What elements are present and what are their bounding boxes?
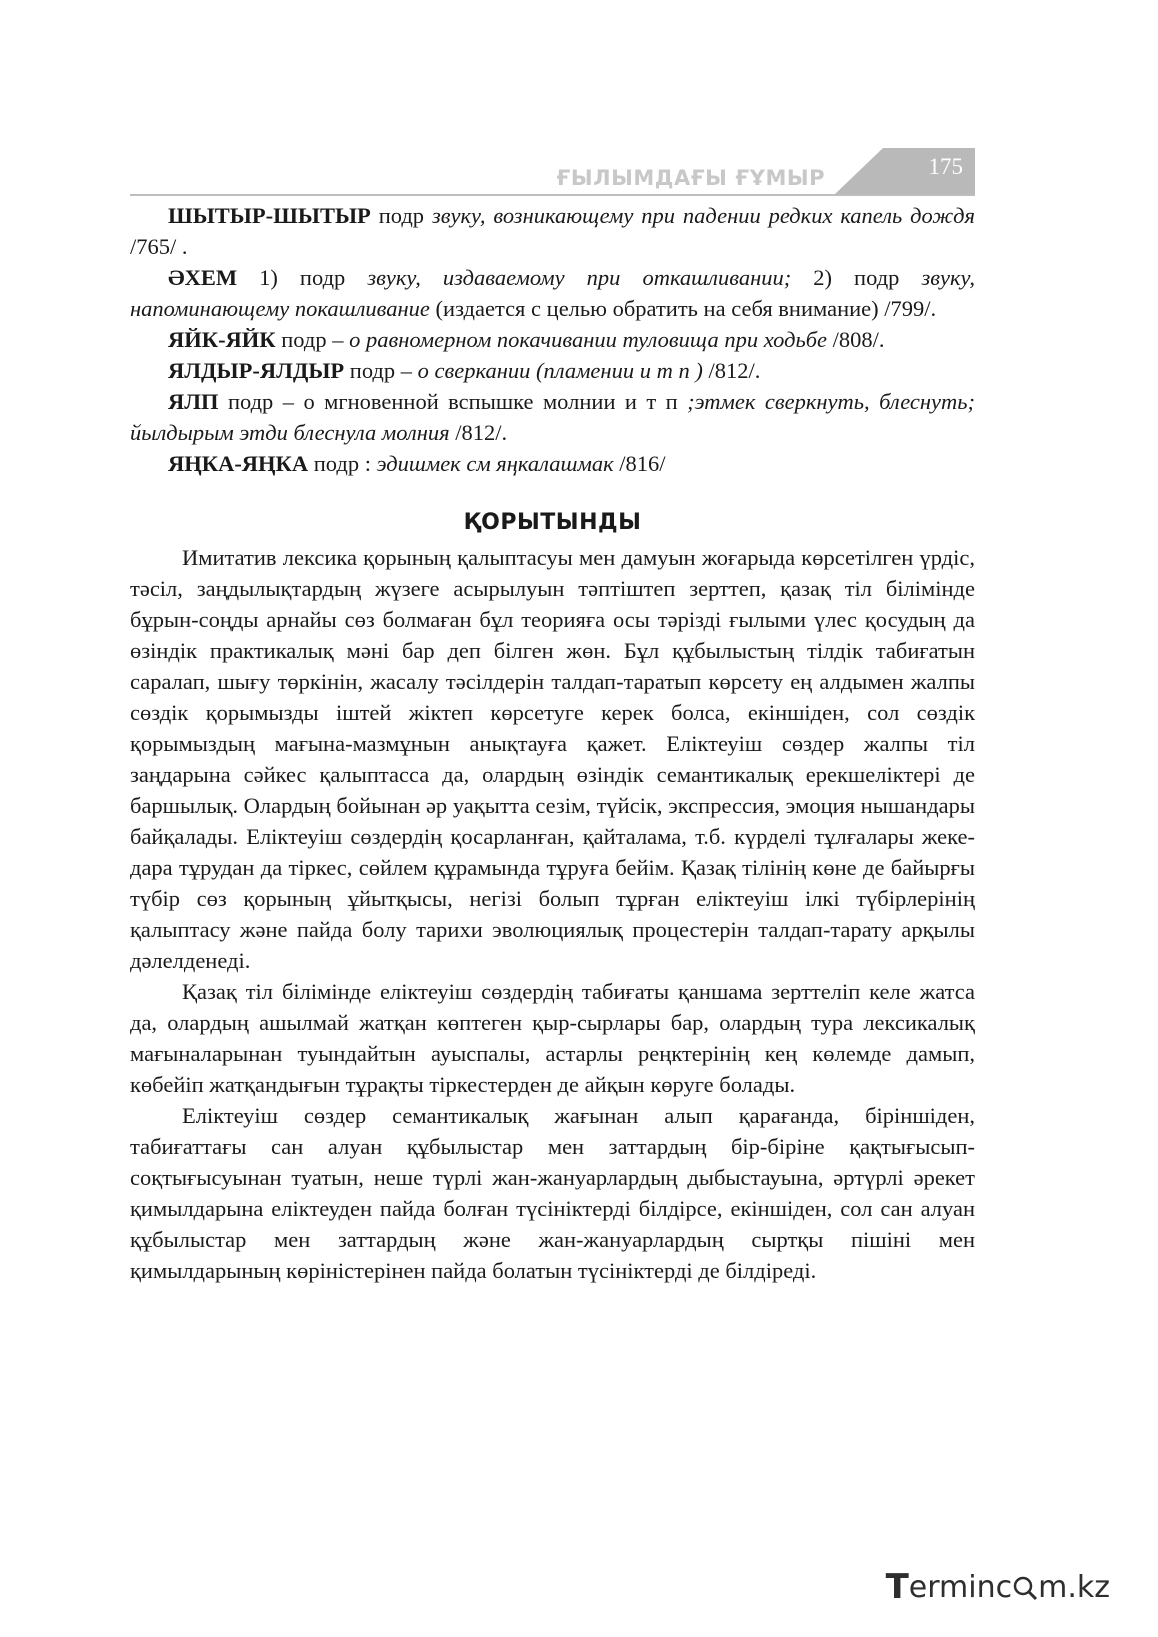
entry-grammar: подр	[218, 389, 283, 414]
site-watermark	[886, 1565, 1110, 1609]
entry-reference: /812/.	[708, 358, 761, 383]
entry-reference: /812/.	[455, 420, 508, 445]
entry-headword: ШЫТЫР-ШЫТЫР	[168, 203, 371, 228]
dictionary-entry	[130, 324, 975, 355]
entry-grammar: 1) подр	[237, 265, 368, 290]
entry-definition-plain: – о мгновенной вспышке молнии и т п	[282, 389, 688, 414]
entry-note: (издается с целью обратить на себя внимание) /799/.	[429, 296, 937, 321]
entry-grammar: подр	[275, 327, 333, 352]
header-rule	[130, 194, 975, 196]
running-title: ҒЫЛЫМДАҒЫ ҒҰМЫР	[556, 166, 825, 190]
section-heading: ҚОРЫТЫНДЫ	[463, 510, 642, 535]
magnifier-o-icon	[1012, 1572, 1038, 1602]
entry-reference: /816/	[619, 451, 666, 476]
page-content	[130, 200, 975, 1286]
entry-definition: звуку, напоминающему покашливание	[130, 265, 975, 321]
watermark-domain: m.kz	[1038, 1569, 1110, 1605]
page-number-tab	[835, 148, 975, 194]
entry-headword: ЯЛП	[168, 389, 219, 414]
dictionary-entry	[130, 262, 975, 324]
entry-headword: ӘХЕМ	[168, 265, 238, 290]
entry-grammar: подр	[344, 358, 401, 383]
body-paragraph: Қазақ тіл білімінде еліктеуіш сөздердің табиғаты қаншама зерттеліп келе жатса да, олардың ашылмай жатқан көптеген қыр-сырлары бар, олардың тура лексикалық мағыналарынан туындайтын ауыспалы, астарлы реңктерінің кең көлемде дамып, көбейіп жатқандығын тұрақты тіркестерден де айқын көруге болады.	[130, 979, 975, 1097]
dictionary-entry	[130, 200, 975, 262]
entry-headword: ЯҢКА-ЯҢКА	[168, 451, 309, 476]
entry-grammar: 2) подр	[791, 265, 922, 290]
entry-reference: /808/.	[827, 327, 885, 352]
dictionary-entry	[130, 355, 975, 386]
entry-definition: ;этмек сверкнуть, блеснуть; йылдырым этди блеснула молния	[130, 389, 975, 445]
dictionary-entry	[130, 386, 975, 448]
entry-grammar: подр :	[308, 451, 377, 476]
entry-headword: ЯЛДЫР-ЯЛДЫР	[168, 358, 345, 383]
body-paragraph: Имитатив лексика қорының қалыптасуы мен дамуын жоғарыда көрсетілген үрдіс, тәсіл, заңдылықтардың жүзеге асырылуын тәптіштеп зерттеп, қазақ тіл білімінде бұрын-соңды арнайы сөз болмаған бұл теорияға осы тәрізді ғылыми үлес қосудың да өзіндік практикалық мәні бар деп білген жөн. Бұл құбылыстың тілдік табиғатын саралап, шығу төркінін, жасалу тәсілдерін талдап-таратып көрсету ең алдымен жалпы сөздік қорымызды іштей жіктеп көрсетуге керек болса, екіншіден, сол сөздік қорымыздың мағына-мазмұнын анықтауға қажет. Еліктеуіш сөздер жалпы тіл заңдарына сәйкес қалыптасса да, олардың өзіндік семантикалық ерекшеліктері де баршылық. Олардың бойынан әр уақытта сезім, түйсік, экспрессия, эмоция нышандары байқалады. Еліктеуіш сөздердің қосарланған, қайталама, т.б. күрделі тұлғалары жеке-дара тұрудан да тіркес, сөйлем құрамында тұруға бейім. Қазақ тілінің көне де байырғы түбір сөз қорының ұйытқысы, негізі болып тұрған еліктеуіш ілкі түбірлерінің қалыптасу және пайда болу тарихи эволюциялық процестерін талдап-тарату арқылы дәлелденеді.	[130, 545, 975, 973]
dictionary-entry	[130, 448, 975, 479]
watermark-letter-t: T	[885, 1567, 909, 1607]
entry-grammar: подр	[370, 203, 432, 228]
body-paragraph: Еліктеуіш сөздер семантикалық жағынан алып қарағанда, біріншіден, табиғаттағы сан алуан құбылыстар мен заттардың бір-біріне қақтығысып-соқтығысуынан туатын, неше түрлі жан-жануарлардың дыбыстауына, әртүрлі әрекет қимылдарына еліктеуден пайда болған түсініктерді білдірсе, екіншіден, сол сан алуан құбылыстар мен заттардың және жан-жануарлардың сыртқы пішіні мен қимылдарының көріністерінен пайда болатын түсініктерді де білдіреді.	[130, 1103, 975, 1283]
entry-reference: /765/ .	[130, 234, 188, 259]
entry-definition: – о сверкании (пламении и т п )	[400, 358, 709, 383]
entry-definition: – о равномерном покачивании туловища при ходьбе	[332, 327, 827, 352]
entry-headword: ЯЙК-ЯЙК	[168, 327, 276, 352]
entry-definition: звуку, издаваемому при откашливании;	[367, 265, 792, 290]
page-header	[130, 148, 975, 196]
watermark-text: erminc	[908, 1569, 1013, 1605]
page-number: 175	[928, 154, 963, 179]
entry-definition: эдишмек см яңкалашмак	[376, 451, 620, 476]
entry-definition: звуку, возникающему при падении редких капель дождя	[431, 203, 976, 228]
